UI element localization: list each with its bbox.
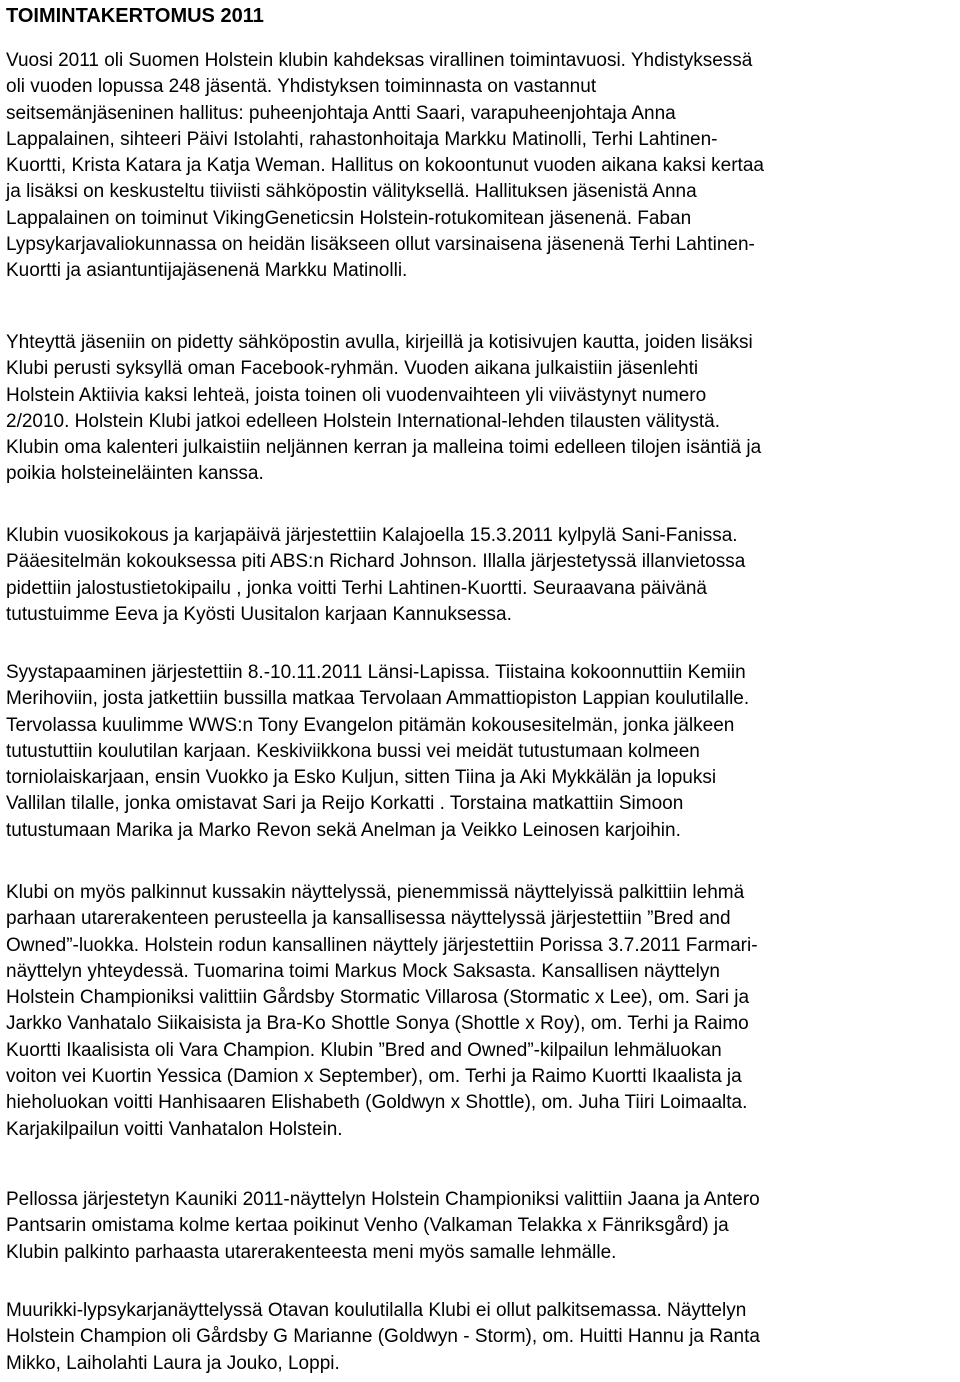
text-line: poikia holsteineläinten kanssa. (6, 463, 264, 485)
text-line: voiton vei Kuortin Yessica (Damion x September), om. Terhi ja Raimo Kuortti Ikaalista ja (6, 1066, 742, 1088)
text-line: Klubin palkinto parhaasta utarerakenteesta meni myös samalle lehmälle. (6, 1241, 617, 1263)
text-line: Karjakilpailun voitti Vanhatalon Holstein. (6, 1118, 343, 1140)
text-line: Lappalainen on toiminut VikingGeneticsin Holstein-rotukomitean jäsenenä. Faban (6, 207, 692, 229)
text-line: Holstein Championiksi valittiin Gårdsby Stormatic Villarosa (Stormatic x Lee), om. Sari ja (6, 987, 750, 1009)
text-line: tutustumaan Marika ja Marko Revon sekä Anelman ja Veikko Leinosen karjoihin. (6, 819, 681, 841)
text-line: Lappalainen, sihteeri Päivi Istolahti, rahastonhoitaja Markku Matinolli, Terhi Lahtinen- (6, 128, 718, 150)
text-line: Lypsykarjavaliokunnassa on heidän lisäkseen ollut varsinaisena jäsenenä Terhi Lahtinen- (6, 234, 755, 256)
text-line: Vallilan tilalle, jonka omistavat Sari ja Reijo Korkatti . Torstaina matkattiin Simoon (6, 793, 684, 815)
text-line: oli vuoden lopussa 248 jäsentä. Yhdistyksen toiminnasta on vastannut (6, 76, 597, 98)
paragraph-shows (6, 880, 758, 1143)
text-line: 2/2010. Holstein Klubi jatkoi edelleen Holstein International-lehden tilausten välitystä. (6, 410, 720, 432)
text-line: Klubi on myös palkinnut kussakin näyttelyssä, pienemmissä näyttelyissä palkittiin lehmä (6, 882, 745, 903)
paragraph-autumn-meeting (6, 660, 749, 844)
text-line: Klubin vuosikokous ja karjapäivä järjestettiin Kalajoella 15.3.2011 kylpylä Sani-Fanissa. (6, 525, 738, 546)
text-line: Tervolassa kuulimme WWS:n Tony Evangelon pitämän kokousesitelmän, jonka jälkeen (6, 714, 735, 736)
text-line: hieholuokan voitti Hanhisaaren Elishabeth (Goldwyn x Shottle), om. Juha Tiiri Loimaalta. (6, 1092, 748, 1114)
text-line: seitsemänjäseninen hallitus: puheenjohtaja Antti Saari, varapuheenjohtaja Anna (6, 102, 676, 124)
text-line: Syystapaaminen järjestettiin 8.-10.11.2011 Länsi-Lapissa. Tiistaina kokoonnuttiin Kemiin (6, 662, 746, 683)
text-line: Pellossa järjestetyn Kauniki 2011-näyttelyn Holstein Championiksi valittiin Jaana ja Antero (6, 1189, 760, 1210)
text-line: Kuortti, Krista Katara ja Katja Weman. Hallitus on kokoontunut vuoden aikana kaksi kertaa (6, 155, 764, 177)
text-line: tutustuttiin koulutilan karjaan. Keskiviikkona bussi vei meidät tutustumaan kolmeen (6, 740, 700, 762)
text-line: Yhteyttä jäseniin on pidetty sähköpostin avulla, kirjeillä ja kotisivujen kautta, joiden lisäksi (6, 332, 753, 353)
text-line: torniolaiskarjaan, ensin Vuokko ja Esko Kuljun, sitten Tiina ja Aki Mykkälän ja lopuksi (6, 767, 717, 789)
text-line: Muurikki-lypsykarjanäyttelyssä Otavan koulutilalla Klubi ei ollut palkitsemassa. Näyttelyn (6, 1300, 747, 1321)
text-line: ja lisäksi on keskusteltu tiiviisti sähköpostin välityksellä. Hallituksen jäsenistä Anna (6, 181, 697, 203)
text-line: Klubin oma kalenteri julkaistiin neljännen kerran ja malleina toimi edelleen tilojen isäntiä ja (6, 437, 762, 459)
text-line: Merihoviin, josta jatkettiin bussilla matkaa Tervolaan Ammattiopiston Lappian koulutilalle. (6, 688, 750, 710)
text-line: Mikko, Laiholahti Laura ja Jouko, Loppi. (6, 1352, 340, 1374)
paragraph-annual-meeting (6, 523, 745, 628)
paragraph-muurikki (6, 1298, 760, 1377)
text-line: Kuortti ja asiantuntijajäsenenä Markku Matinolli. (6, 260, 408, 282)
text-line: Jarkko Vanhatalo Siikaisista ja Bra-Ko Shottle Sonya (Shottle x Roy), om. Terhi ja Raimo (6, 1013, 749, 1035)
text-line: parhaan utarerakenteen perusteella ja kansallisessa näyttelyssä järjestettiin ”Bred and (6, 908, 731, 930)
text-line: Holstein Champion oli Gårdsby G Marianne (Goldwyn - Storm), om. Huitti Hannu ja Ranta (6, 1326, 760, 1348)
paragraph-communication (6, 330, 761, 488)
text-line: Klubi perusti syksyllä oman Facebook-ryhmän. Vuoden aikana julkaistiin jäsenlehti (6, 358, 699, 380)
paragraph-kauniki (6, 1187, 760, 1266)
text-line: Pääesitelmän kokouksessa piti ABS:n Richard Johnson. Illalla järjestetyssä illanvietossa (6, 551, 746, 573)
text-line: Vuosi 2011 oli Suomen Holstein klubin kahdeksas virallinen toimintavuosi. Yhdistyksessä (6, 50, 753, 71)
text-line: näyttelyn yhteydessä. Tuomarina toimi Markus Mock Saksasta. Kansallisen näyttelyn (6, 960, 720, 982)
text-line: Kuortti Ikaalisista oli Vara Champion. Klubin ”Bred and Owned”-kilpailun lehmäluokan (6, 1039, 722, 1061)
document-title: TOIMINTAKERTOMUS 2011 (6, 5, 264, 27)
paragraph-board (6, 48, 764, 285)
text-line: tutustuimme Eeva ja Kyösti Uusitalon karjaan Kannuksessa. (6, 603, 512, 625)
text-line: Pantsarin omistama kolme kertaa poikinut Venho (Valkaman Telakka x Fänriksgård) ja (6, 1215, 729, 1237)
text-line: pidettiin jalostustietokipailu , jonka voitti Terhi Lahtinen-Kuortti. Seuraavana päivänä (6, 577, 707, 599)
text-line: Holstein Aktiivia kaksi lehteä, joista toinen oli vuodenvaihteen yli viivästynyt numero (6, 384, 707, 406)
text-line: Owned”-luokka. Holstein rodun kansallinen näyttely järjestettiin Porissa 3.7.2011 Farmari- (6, 934, 758, 956)
